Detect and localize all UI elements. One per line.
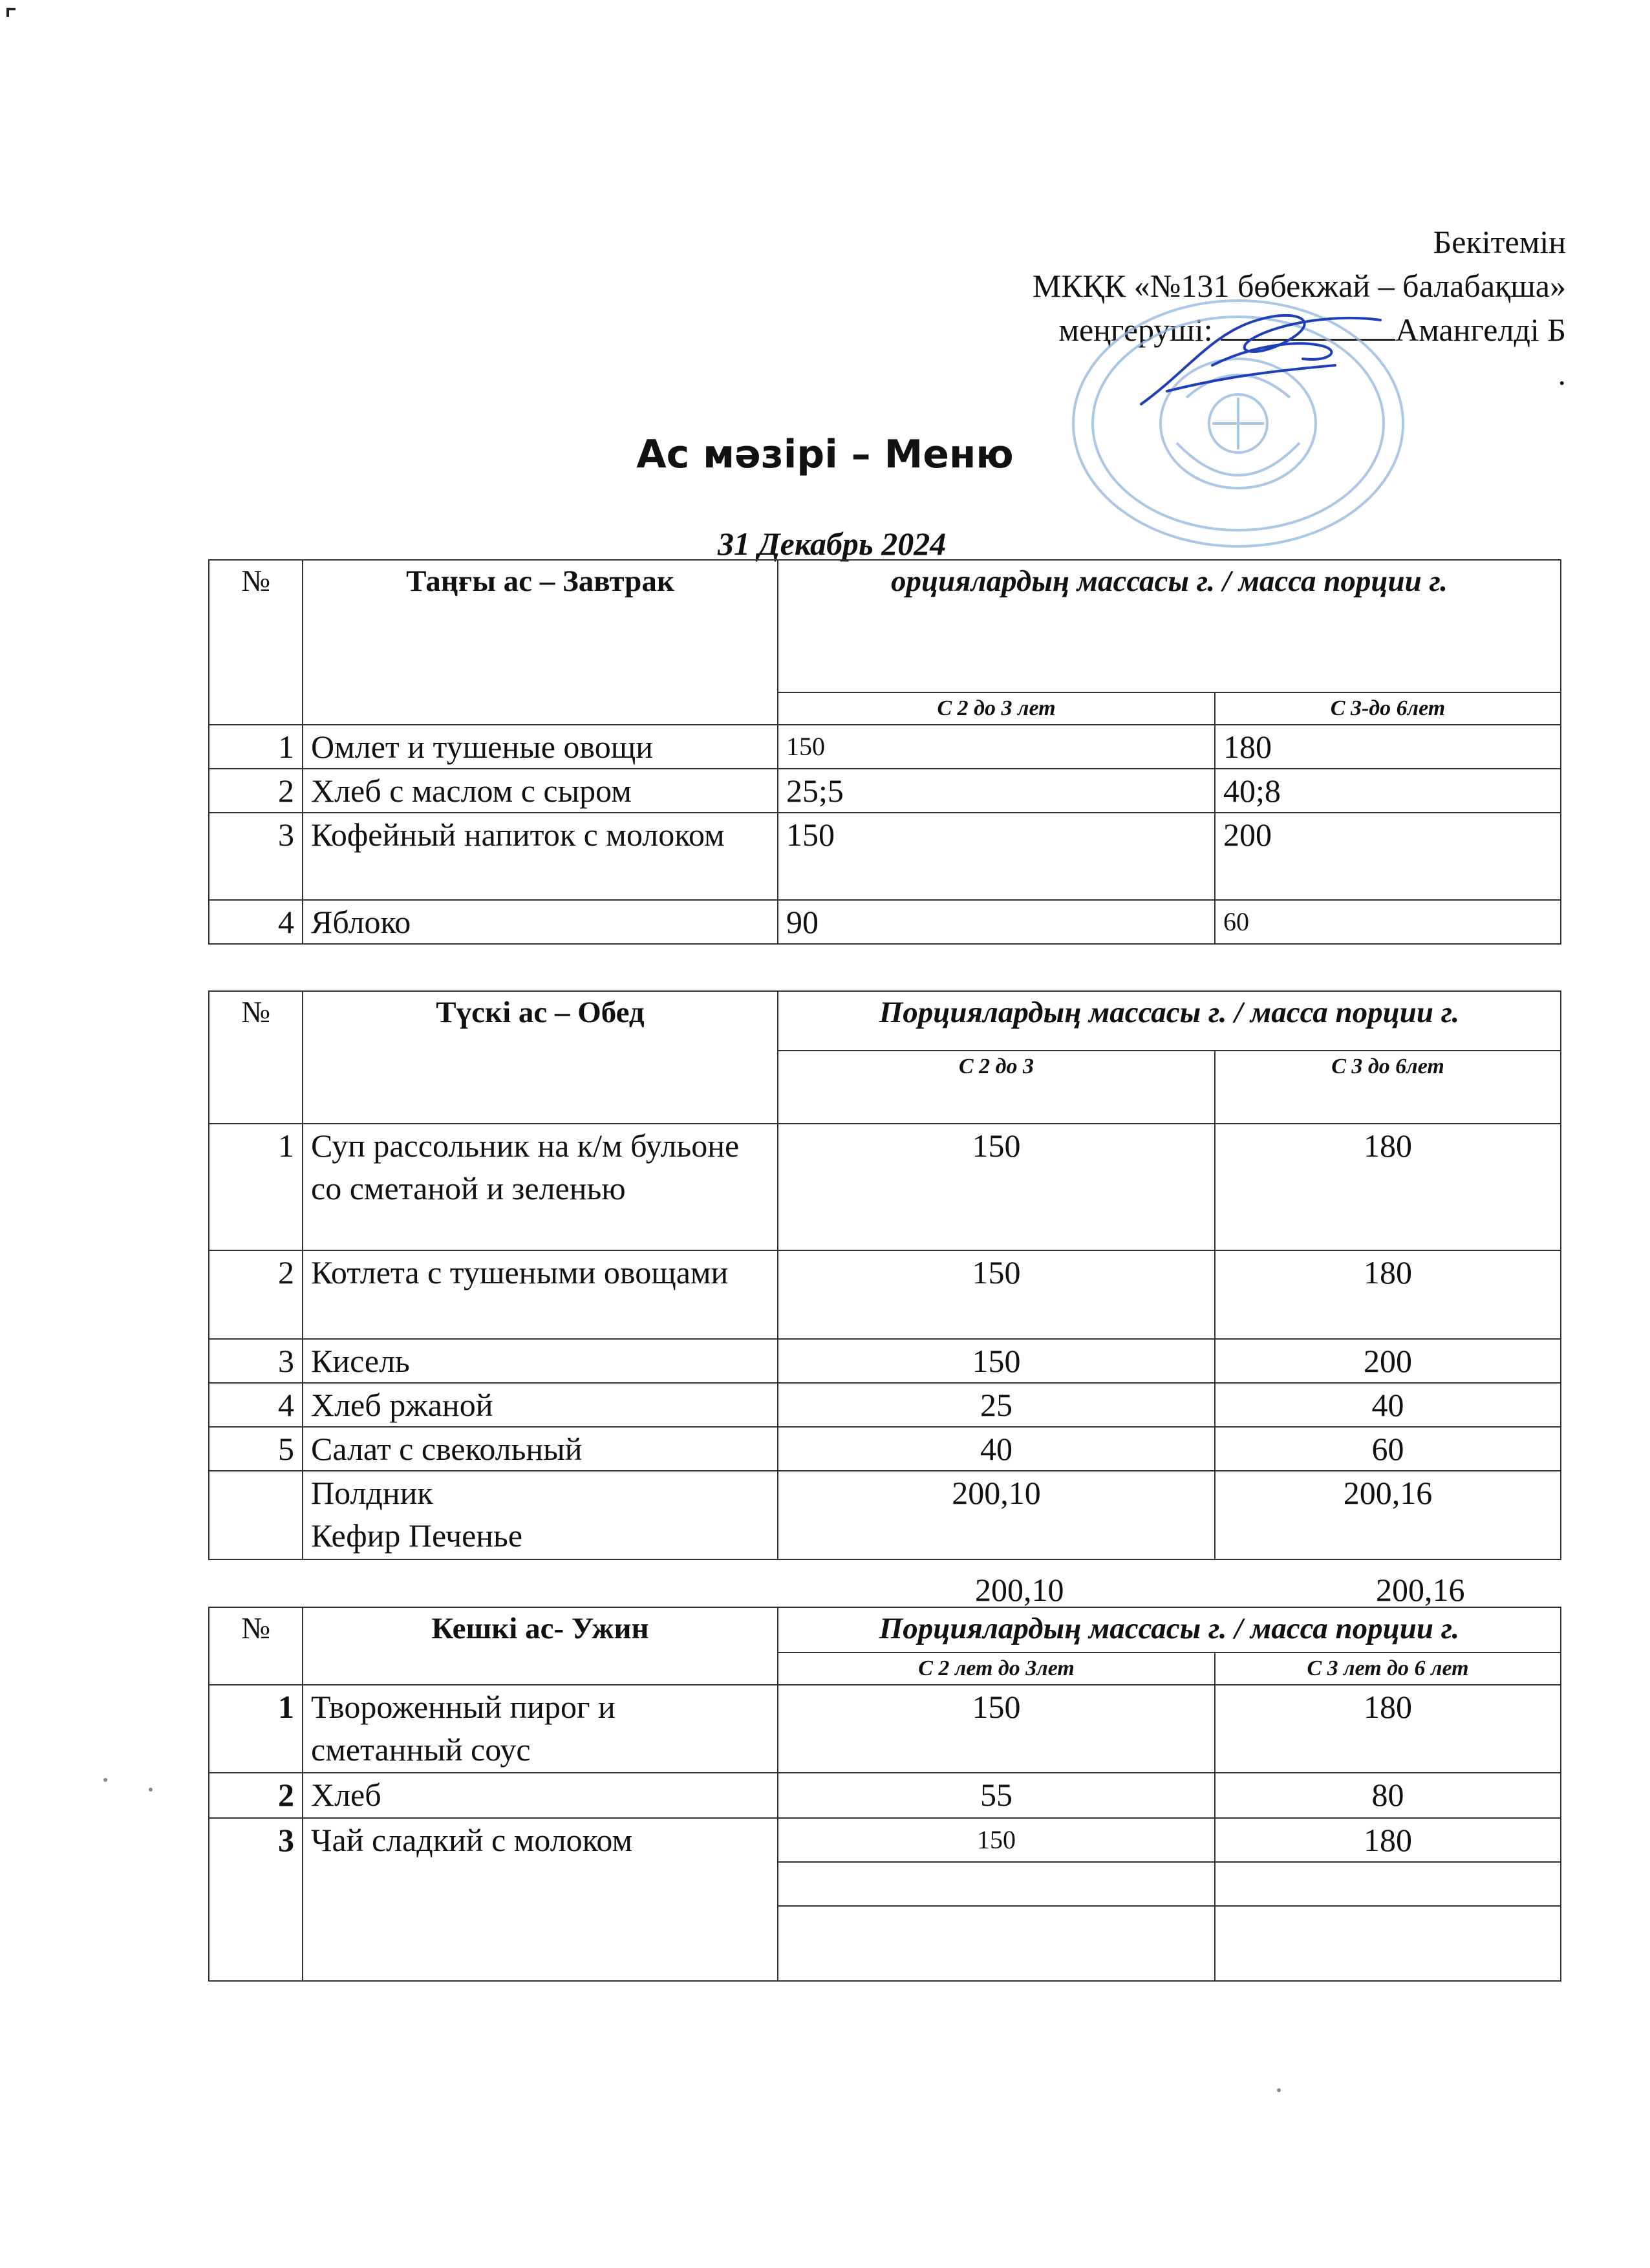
row-number: 5	[209, 1427, 303, 1471]
dish-name: Котлета с тушеными овощами	[303, 1250, 778, 1339]
dish-name: Кисель	[303, 1339, 778, 1383]
mass-header: Порциялардың массасы г. / масса порции г.	[778, 1607, 1561, 1653]
table-row	[209, 1383, 1561, 1427]
portion-age-1: 150	[778, 1250, 1215, 1339]
portion-age-1: 150	[778, 725, 1215, 769]
lunch-table	[208, 990, 1561, 1560]
table-row	[209, 1818, 1561, 1862]
row-number: 4	[209, 900, 303, 944]
age-group-1-header: С 2 до 3	[778, 1051, 1215, 1124]
portion-age-2: 60	[1215, 900, 1561, 944]
num-header: №	[209, 560, 303, 725]
table-row	[209, 1773, 1561, 1818]
empty-cell	[1215, 1862, 1561, 1906]
extra-portion-age-2: 200,16	[1376, 1572, 1465, 1608]
dish-name: Салат с свекольный	[303, 1427, 778, 1471]
scan-speck	[103, 1778, 107, 1782]
dish-name: Омлет и тушеные овощи	[303, 725, 778, 769]
age-group-1-header: С 2 до 3 лет	[778, 692, 1215, 725]
portion-age-2: 200	[1215, 1339, 1561, 1383]
dish-name: Хлеб с маслом с сыром	[303, 769, 778, 813]
table-header-row	[209, 1607, 1561, 1653]
head-label: меңгеруші:	[1058, 312, 1213, 348]
snack-cell	[303, 1471, 778, 1559]
age-group-2-header: С 3 лет до 6 лет	[1215, 1653, 1561, 1685]
meal-header: Кешкі ас- Ужин	[303, 1607, 778, 1685]
row-number: 3	[209, 1339, 303, 1383]
meal-header: Таңғы ас – Завтрак	[303, 560, 778, 725]
dish-name: Суп рассольник на к/м бульоне со сметаной и зеленью	[303, 1124, 778, 1250]
row-number: 2	[209, 1250, 303, 1339]
num-header: №	[209, 991, 303, 1124]
table-row	[209, 1427, 1561, 1471]
row-number: 2	[209, 1773, 303, 1818]
dish-name: Яблоко	[303, 900, 778, 944]
portion-age-2: 180	[1215, 725, 1561, 769]
empty-cell	[1215, 1906, 1561, 1981]
row-number: 4	[209, 1383, 303, 1427]
table-row	[209, 813, 1561, 900]
portion-age-1: 25;5	[778, 769, 1215, 813]
snack-items: Кефир Печенье	[311, 1517, 523, 1554]
snack-title: Полдник	[311, 1475, 433, 1511]
table-row	[209, 1685, 1561, 1773]
portion-age-1: 150	[778, 1339, 1215, 1383]
empty-cell	[778, 1862, 1215, 1906]
portion-age-1: 150	[778, 1818, 1215, 1862]
dish-name: Хлеб ржаной	[303, 1383, 778, 1427]
portion-age-2: 40;8	[1215, 769, 1561, 813]
scan-speck	[149, 1788, 153, 1792]
meal-header: Түскі ас – Обед	[303, 991, 778, 1124]
scan-speck	[1277, 2088, 1281, 2092]
portion-age-2: 200,16	[1215, 1471, 1561, 1559]
dinner-table	[208, 1607, 1561, 1982]
row-number-empty	[209, 1471, 303, 1559]
mass-header: Порциялардың массасы г. / масса порции г.	[778, 991, 1561, 1051]
empty-cell	[778, 1906, 1215, 1981]
table-row	[209, 1339, 1561, 1383]
portion-age-2: 60	[1215, 1427, 1561, 1471]
table-row	[209, 1250, 1561, 1339]
portion-age-2: 80	[1215, 1773, 1561, 1818]
portion-age-2: 180	[1215, 1818, 1561, 1862]
row-number: 3	[209, 813, 303, 900]
approval-word: Бекітемін	[1433, 224, 1566, 260]
table-row	[209, 1124, 1561, 1250]
portion-age-2: 180	[1215, 1124, 1561, 1250]
portion-age-1: 200,10	[778, 1471, 1215, 1559]
institution-name: МКҚК «№131 бөбекжай – балабақша»	[1032, 268, 1566, 304]
portion-age-2: 180	[1215, 1685, 1561, 1773]
page-title: Ас мәзірі – Меню	[636, 432, 1014, 477]
row-number: 3	[209, 1818, 303, 1981]
table-row	[209, 769, 1561, 813]
table-row	[209, 725, 1561, 769]
row-number: 1	[209, 1685, 303, 1773]
portion-age-1: 25	[778, 1383, 1215, 1427]
dish-name: Хлеб	[303, 1773, 778, 1818]
row-number: 1	[209, 725, 303, 769]
portion-age-1: 150	[778, 1685, 1215, 1773]
portion-age-1: 90	[778, 900, 1215, 944]
dish-name: Твороженный пирог и сметанный соус	[303, 1685, 778, 1773]
num-header: №	[209, 1607, 303, 1685]
portion-age-1: 150	[778, 813, 1215, 900]
table-row	[209, 900, 1561, 944]
age-group-1-header: С 2 лет до 3лет	[778, 1653, 1215, 1685]
table-header-row	[209, 560, 1561, 692]
head-name: Амангелді Б	[1395, 312, 1566, 348]
table-header-row	[209, 991, 1561, 1051]
row-number: 1	[209, 1124, 303, 1250]
scan-corner-mark	[6, 8, 16, 17]
portion-age-1: 150	[778, 1124, 1215, 1250]
portion-age-2: 180	[1215, 1250, 1561, 1339]
dish-name: Кофейный напиток с молоком	[303, 813, 778, 900]
dish-name: Чай сладкий с молоком	[303, 1818, 778, 1981]
age-group-2-header: С 3 до 6лет	[1215, 1051, 1561, 1124]
row-number: 2	[209, 769, 303, 813]
extra-portion-age-1: 200,10	[975, 1572, 1064, 1608]
menu-date: 31 Декабрь 2024	[718, 526, 947, 562]
breakfast-table	[208, 559, 1561, 945]
portion-age-2: 40	[1215, 1383, 1561, 1427]
portion-age-1: 55	[778, 1773, 1215, 1818]
signature-scribble	[1128, 294, 1400, 411]
approval-dot: .	[1558, 356, 1566, 392]
portion-age-2: 200	[1215, 813, 1561, 900]
portion-age-1: 40	[778, 1427, 1215, 1471]
age-group-2-header: С 3-до 6лет	[1215, 692, 1561, 725]
snack-row	[209, 1471, 1561, 1559]
mass-header: орциялардың массасы г. / масса порции г.	[778, 560, 1561, 692]
